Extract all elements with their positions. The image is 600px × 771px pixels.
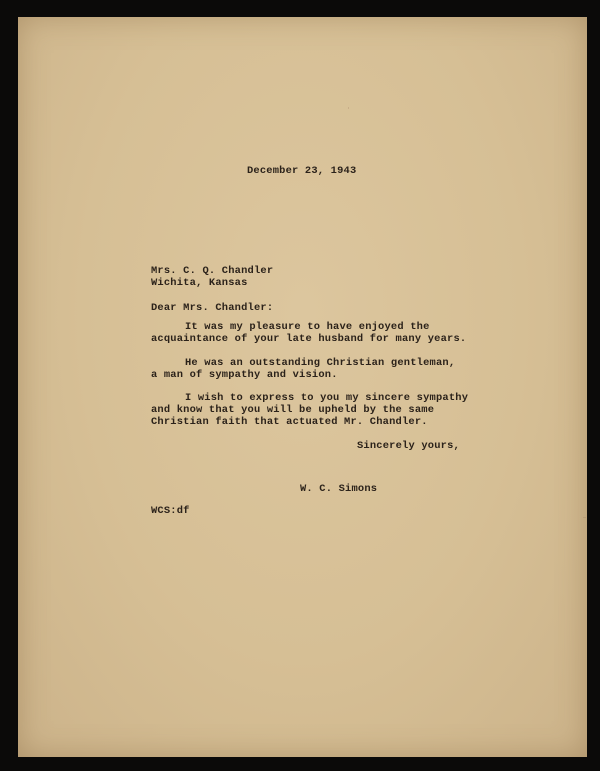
paragraph-1-line-2: acquaintance of your late husband for many years. [151, 333, 467, 345]
recipient-name: Mrs. C. Q. Chandler [151, 265, 274, 277]
paper-mark [348, 107, 349, 109]
letter-date: December 23, 1943 [247, 165, 357, 177]
paragraph-2-line-1: He was an outstanding Christian gentleman, [185, 357, 456, 369]
recipient-location: Wichita, Kansas [151, 277, 248, 289]
salutation: Dear Mrs. Chandler: [151, 302, 274, 314]
paragraph-3-line-1: I wish to express to you my sincere sympathy [185, 392, 469, 404]
reference-initials: WCS:df [151, 505, 190, 517]
paragraph-3-line-2: and know that you will be upheld by the same [151, 404, 435, 416]
signature-name: W. C. Simons [300, 483, 378, 495]
paragraph-3-line-3: Christian faith that actuated Mr. Chandler. [151, 416, 428, 428]
paragraph-2-line-2: a man of sympathy and vision. [151, 369, 338, 381]
paper-mark [583, 517, 586, 518]
paragraph-1-line-1: It was my pleasure to have enjoyed the [185, 321, 430, 333]
closing: Sincerely yours, [357, 440, 460, 452]
letter-page [18, 17, 587, 757]
